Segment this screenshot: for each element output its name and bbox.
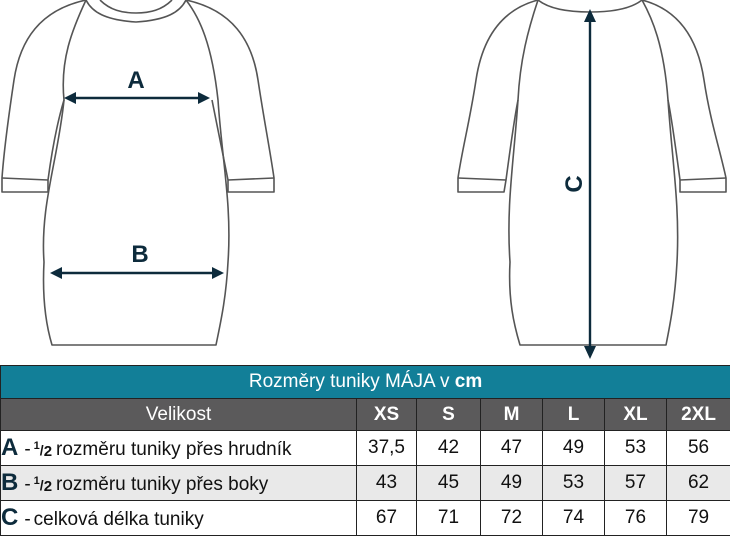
table-cell: 57	[605, 466, 667, 501]
table-title-unit: cm	[454, 371, 483, 392]
front-body-outline	[43, 0, 229, 345]
table-cell: 67	[357, 501, 417, 536]
table-cell: 47	[481, 431, 543, 466]
measure-arrows	[50, 9, 596, 359]
header-label: Velikost	[1, 399, 357, 431]
table-cell: 53	[605, 431, 667, 466]
table-cell: 79	[667, 501, 730, 536]
row-description: celková délka tuniky	[33, 509, 204, 530]
table-header-row	[1, 399, 730, 431]
arrow-b-left-head	[50, 267, 62, 279]
row-letter: A	[1, 434, 19, 461]
header-size: L	[543, 399, 605, 431]
row-label: A - $^1/_2$ rozměru tuniky přes hrudník	[1, 431, 357, 466]
table-row	[1, 431, 730, 466]
arrow-a-right-head	[198, 92, 210, 104]
row-description: rozměru tuniky přes boky	[56, 474, 269, 495]
table-cell: 45	[417, 466, 481, 501]
table-cell: 42	[417, 431, 481, 466]
table-cell: 62	[667, 466, 730, 501]
back-body-outline	[509, 0, 678, 345]
fraction-half: $^1/_2$	[33, 440, 53, 460]
header-size: S	[417, 399, 481, 431]
table-cell: 49	[481, 466, 543, 501]
table-row	[1, 501, 730, 536]
header-size: M	[481, 399, 543, 431]
front-neckline	[100, 0, 172, 13]
row-letter: B	[1, 469, 19, 496]
arrow-b-right-head	[212, 267, 224, 279]
row-label: B - $^1/_2$ rozměru tuniky přes boky	[1, 466, 357, 501]
fraction-half: $^1/_2$	[33, 475, 53, 495]
table-cell: 49	[543, 431, 605, 466]
table-cell: 37,5	[357, 431, 417, 466]
arrow-a-left-head	[64, 92, 76, 104]
table-cell: 72	[481, 501, 543, 536]
table-title	[1, 366, 730, 399]
table-cell: 76	[605, 501, 667, 536]
front-view-tunic	[2, 0, 274, 345]
header-size: XS	[357, 399, 417, 431]
back-left-sleeve	[458, 0, 538, 192]
header-size: XL	[605, 399, 667, 431]
header-size: 2XL	[667, 399, 730, 431]
arrow-c-bottom-head	[584, 346, 596, 359]
table-cell: 56	[667, 431, 730, 466]
table-cell: 71	[417, 501, 481, 536]
table-cell: 53	[543, 466, 605, 501]
row-description: rozměru tuniky přes hrudník	[56, 439, 292, 460]
table-row	[1, 466, 730, 501]
size-table	[0, 365, 730, 536]
row-label: C - celková délka tuniky	[1, 501, 357, 536]
table-title-row	[1, 366, 730, 399]
label-a: A	[127, 67, 145, 94]
table-cell: 74	[543, 501, 605, 536]
label-b: B	[131, 241, 149, 268]
back-view-tunic	[458, 0, 726, 345]
arrow-c-top-head	[584, 9, 596, 22]
row-letter: C	[1, 504, 19, 531]
table-title-text: Rozměry tuniky MÁJA v	[248, 371, 450, 392]
table-cell: 43	[357, 466, 417, 501]
label-c: C	[561, 175, 588, 193]
